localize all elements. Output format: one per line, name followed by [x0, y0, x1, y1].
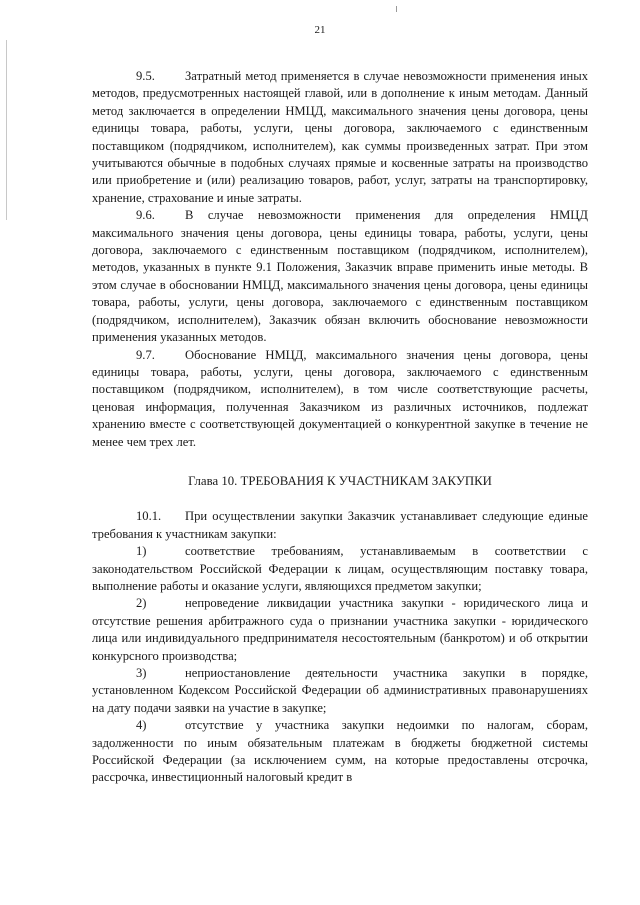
list-item-number: 3) [136, 666, 147, 680]
paragraph-10-1 [92, 508, 588, 543]
list-item-3 [92, 665, 588, 717]
list-item-text: непроведение ликвидации участника закупки - юридического лица и отсутствие решения арбитражного суда о признании участника закупки - юридического лица или индивидуального предпринимателя несостоятельным (банкротом) и об открытии конкурсного производства; [92, 596, 588, 663]
paragraph-text: Обоснование НМЦД, максимального значения цены договора, цены единицы товара, работы, услуги, цены договора, заключаемого с единственным поставщиком (подрядчиком, исполнителем), в том числе соответствующие расчеты, ценовая информация, полученная Заказчиком из различных источников, подлежат хранению вместе с соответствующей документацией о конкурентной закупке в течение не менее чем трех лет. [92, 347, 588, 449]
document-body [92, 68, 588, 787]
paragraph-number: 9.6. [136, 208, 155, 223]
scan-edge-mark [6, 40, 7, 220]
list-item-text: неприостановление деятельности участника закупки в порядке, установленном Кодексом Российской Федерации об административных правонарушениях на дату подачи заявки на участие в закупке; [92, 666, 588, 715]
list-item-2 [92, 595, 588, 665]
paragraph-9-5 [92, 68, 588, 207]
paragraph-text: В случае невозможности применения для определения НМЦД максимального значения цены договора, цены единицы товара, работы, услуги, цены договора, заключаемого с единственным поставщиком (подрядчиком, исполнителем), методов, указанных в пункте 9.1 Положения, Заказчик вправе применить иные методы. В этом случае в обосновании НМЦД, максимального значения цены договора, цены единицы товара, работы, услуги, цены договора, заключаемого с единственным поставщиком (подрядчиком, исполнителем), Заказчик обязан включить обоснование невозможности применения указанных методов. [92, 208, 588, 345]
page-number: 21 [314, 24, 326, 36]
paragraph-text: При осуществлении закупки Заказчик устанавливает следующие единые требования к участникам закупки: [92, 509, 588, 541]
list-item-text: отсутствие у участника закупки недоимки по налогам, сборам, задолженности по иным обязательным платежам в бюджеты бюджетной системы Российской Федерации (за исключением сумм, на которые предоставлены отсрочка, рассрочка, инвестиционный налоговый кредит в [92, 718, 588, 785]
paragraph-9-6 [92, 207, 588, 346]
list-item-text: соответствие требованиям, устанавливаемым в соответствии с законодательством Российской Федерации к лицам, осуществляющим поставку товара, выполнение работы и оказание услуги, являющихся предметом закупки; [92, 544, 588, 593]
list-item-1 [92, 543, 588, 595]
list-item-number: 1) [136, 544, 147, 559]
list-item-number: 2) [136, 596, 147, 611]
paragraph-number: 10.1. [136, 509, 162, 524]
paragraph-9-7 [92, 347, 588, 451]
list-item-4 [92, 717, 588, 787]
chapter-title: Глава 10. ТРЕБОВАНИЯ К УЧАСТНИКАМ ЗАКУПКИ [188, 473, 492, 488]
paragraph-number: 9.7. [136, 347, 155, 362]
paragraph-number: 9.5. [136, 69, 155, 83]
scan-top-tick [396, 6, 397, 12]
list-item-number: 4) [136, 718, 147, 733]
paragraph-text: Затратный метод применяется в случае невозможности применения иных методов, предусмотренных настоящей главой, или в дополнение к иным методам. Данный метод заключается в определении НМЦД, максимального значения цены договора, цены единицы товара, работы, услуги, цены договора, заключаемого с единственным поставщиком (подрядчиком, исполнителем), как суммы произведенных затрат. При этом учитываются обычные в подобных случаях прямые и косвенные затраты на производство или приобретение и (или) реализацию товаров, работ, услуг, затраты на транспортировку, хранение, страхование и иные затраты. [92, 69, 588, 205]
